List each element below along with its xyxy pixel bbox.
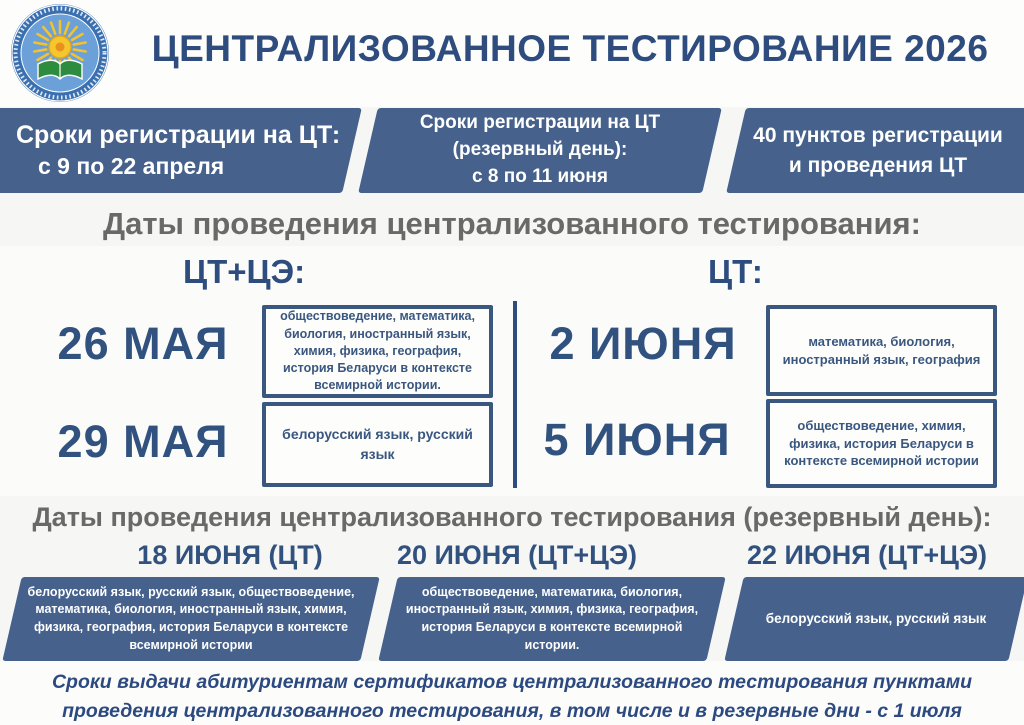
- date-5-june: 5 ИЮНЯ: [543, 414, 731, 465]
- subjects-box-29-may: белорусский язык, русский язык: [262, 402, 493, 487]
- poster-title: ЦЕНТРАЛИЗОВАННОЕ ТЕСТИРОВАНИЕ 2026: [151, 28, 989, 69]
- banner-line: (резервный день):: [452, 139, 628, 161]
- subjects-box-2-june: математика, биология, иностранный язык, география: [766, 305, 997, 396]
- reserve-subjects-text: белорусский язык, русский язык: [765, 611, 987, 627]
- date-26-may: 26 МАЯ: [57, 318, 229, 369]
- reserve-subjects-box-22-june: [724, 577, 1024, 661]
- banner-line: и проведения ЦТ: [788, 153, 968, 177]
- banner-line: с 8 по 11 июня: [472, 165, 608, 187]
- reserve-subjects-row: [0, 577, 1024, 661]
- reserve-date-20-june: 20 ИЮНЯ (ЦТ+ЦЭ): [396, 540, 638, 570]
- registration-points-banner: [726, 108, 1024, 193]
- reserve-subjects-box-18-june: [2, 577, 379, 661]
- reserve-registration-banner-text: [368, 108, 712, 193]
- column-divider: [513, 301, 517, 488]
- reserve-subjects-text: белорусский язык, русский язык, обществоведение, математика, биология, иностранный язык, химия, физика, география, история Беларуси в контексте всемирной истории: [27, 584, 355, 652]
- reserve-subjects-box-20-june: [378, 577, 725, 661]
- date-29-may: 29 МАЯ: [57, 416, 229, 467]
- reserve-subjects-text: обществоведение, математика, биология, иностранный язык, химия, физика, география, история Беларуси в контексте всемирной истории.: [405, 584, 699, 652]
- banner-line: Сроки регистрации на ЦТ:: [16, 121, 341, 150]
- date-2-june: 2 ИЮНЯ: [549, 318, 737, 369]
- column-label-ct-ce: ЦТ+ЦЭ:: [183, 253, 306, 290]
- main-dates-heading: Даты проведения централизованного тестирования:: [103, 206, 921, 241]
- info-banner-row: [0, 108, 1024, 193]
- column-label-ct: ЦТ:: [708, 253, 763, 290]
- banner-line: Сроки регистрации на ЦТ: [419, 112, 661, 134]
- reserve-date-22-june: 22 ИЮНЯ (ЦТ+ЦЭ): [746, 540, 988, 570]
- banner-line: с 9 по 22 апреля: [37, 152, 225, 179]
- subjects-box-5-june: обществоведение, химия, физика, история Беларуси в контексте всемирной истории: [766, 399, 997, 488]
- ministry-of-education-logo-icon: [10, 3, 110, 103]
- certificates-issue-note: Сроки выдачи абитуриентам сертификатов централизованного тестирования пунктами проведения централизованного тестирования, в том числе и в резервные дни - с 1 июля: [51, 671, 973, 723]
- registration-dates-banner-text: [0, 108, 352, 193]
- registration-dates-banner: [0, 108, 362, 193]
- reserve-registration-dates-banner: [358, 108, 722, 193]
- subjects-box-26-may: обществоведение, математика, биология, иностранный язык, химия, физика, география, история Беларуси в контексте всемирной истории.: [262, 305, 493, 398]
- reserve-dates-heading: Даты проведения централизованного тестирования (резервный день):: [32, 502, 992, 532]
- registration-points-banner-text: [736, 108, 1024, 193]
- reserve-date-18-june: 18 ИЮНЯ (ЦТ): [137, 540, 323, 570]
- banner-line: 40 пунктов регистрации: [753, 124, 1003, 148]
